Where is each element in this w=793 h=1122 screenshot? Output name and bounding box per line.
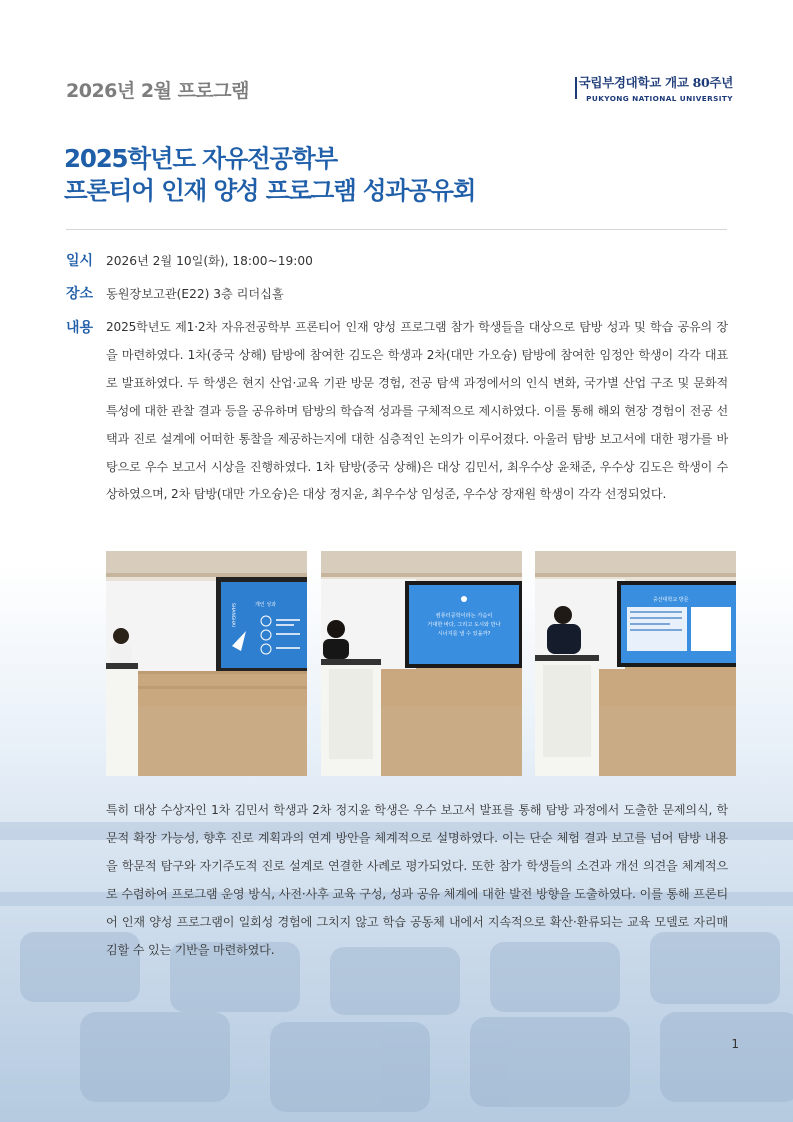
photo2-screen-line-1: 컴퓨터공학이라는 가슴이 — [435, 613, 493, 619]
event-photo-1 — [106, 551, 307, 776]
university-logo — [579, 73, 733, 103]
photo3-screen-title: 중산대학교 방문 — [653, 597, 689, 603]
date-value: 2026년 2월 10일(화), 18:00~19:00 — [106, 254, 313, 268]
photo2-screen-line-3: 시너지를 낼 수 있을까? — [437, 631, 491, 637]
date-label: 일시 — [66, 253, 94, 269]
logo-korean-name: 국립부경대학교 개교 80주년 — [578, 75, 733, 90]
photo2-screen-line-2: 거대한 바다, 그리고 도시와 만나 — [427, 622, 501, 628]
title-line-2: 프론티어 인재 양성 프로그램 성과공유회 — [64, 176, 476, 205]
logo-bar — [575, 77, 577, 99]
title-line-1: 2025학년도 자유전공학부 — [64, 144, 337, 173]
content-paragraph-2: 특히 대상 수상자인 1차 김민서 학생과 2차 정지윤 학생은 우수 보고서 발표를 통해 탐방 과정에서 도출한 문제의식, 학문적 확장 가능성, 향후 진로 계획과의 연계 방안을 체계적으로 설명하였다. 이는 단순 체험 결과 보고를 넘어 탐방 내용을 학문적 탐구와 자기주도적 진로 설계로 연결한 사례로 평가되었다. 또한 참가 학생들의 소견과 개선 의견을 체계적으로 수렴하여 프로그램 운영 방식, 사전·사후 교육 구성, 성과 공유 체계에 대한 발전 방향을 도출하였다. 이를 통해 프론티어 인재 양성 프로그램이 일회성 경험에 그치지 않고 학습 공동체 내에서 지속적으로 확산·환류되는 교육 모델로 자리매김할 수 있는 기반을 마련하였다. — [106, 803, 728, 957]
place-value: 동원장보고관(E22) 3층 리더십홀 — [106, 287, 284, 301]
logo-english-name: PUKYONG NATIONAL UNIVERSITY — [586, 94, 733, 103]
content-label: 내용 — [66, 320, 94, 336]
page-title — [64, 143, 475, 207]
title-divider — [66, 229, 727, 230]
photo1-screen-side: SHANGHAI — [230, 603, 235, 627]
page-number: 1 — [731, 1037, 739, 1051]
photo1-screen-title: 개인 성과 — [255, 602, 276, 608]
header-program-label: 2026년 2월 프로그램 — [66, 80, 249, 102]
event-photo-2 — [321, 551, 522, 776]
event-photo-3 — [535, 551, 736, 776]
content-paragraph-1: 2025학년도 제1·2차 자유전공학부 프론티어 인재 양성 프로그램 참가 학생들을 대상으로 탐방 성과 및 학습 공유의 장을 마련하였다. 1차(중국 상해) 탐방에 참여한 김도은 학생과 2차(대만 가오슝) 탐방에 참여한 임정안 학생이 각각 대표로 발표하였다. 두 학생은 현지 산업·교육 기관 방문 경험, 전공 탐색 과정에서의 인식 변화, 국가별 산업 구조 및 문화적 특성에 대한 관찰 결과 등을 공유하며 탐방의 학습적 성과를 구체적으로 제시하였다. 이를 통해 해외 현장 경험이 전공 선택과 진로 설계에 어떠한 통찰을 제공하는지에 대한 심층적인 논의가 이루어졌다. 아울러 탐방 보고서에 대한 평가를 바탕으로 우수 보고서 시상을 진행하였다. 1차 탐방(중국 상해)은 대상 김민서, 최우수상 윤채준, 우수상 김도은 학생이 수상하였으며, 2차 탐방(대만 가오슝)은 대상 정지윤, 최우수상 임성준, 우수상 장재원 학생이 각각 선정되었다. — [106, 320, 728, 502]
place-label: 장소 — [66, 286, 94, 302]
